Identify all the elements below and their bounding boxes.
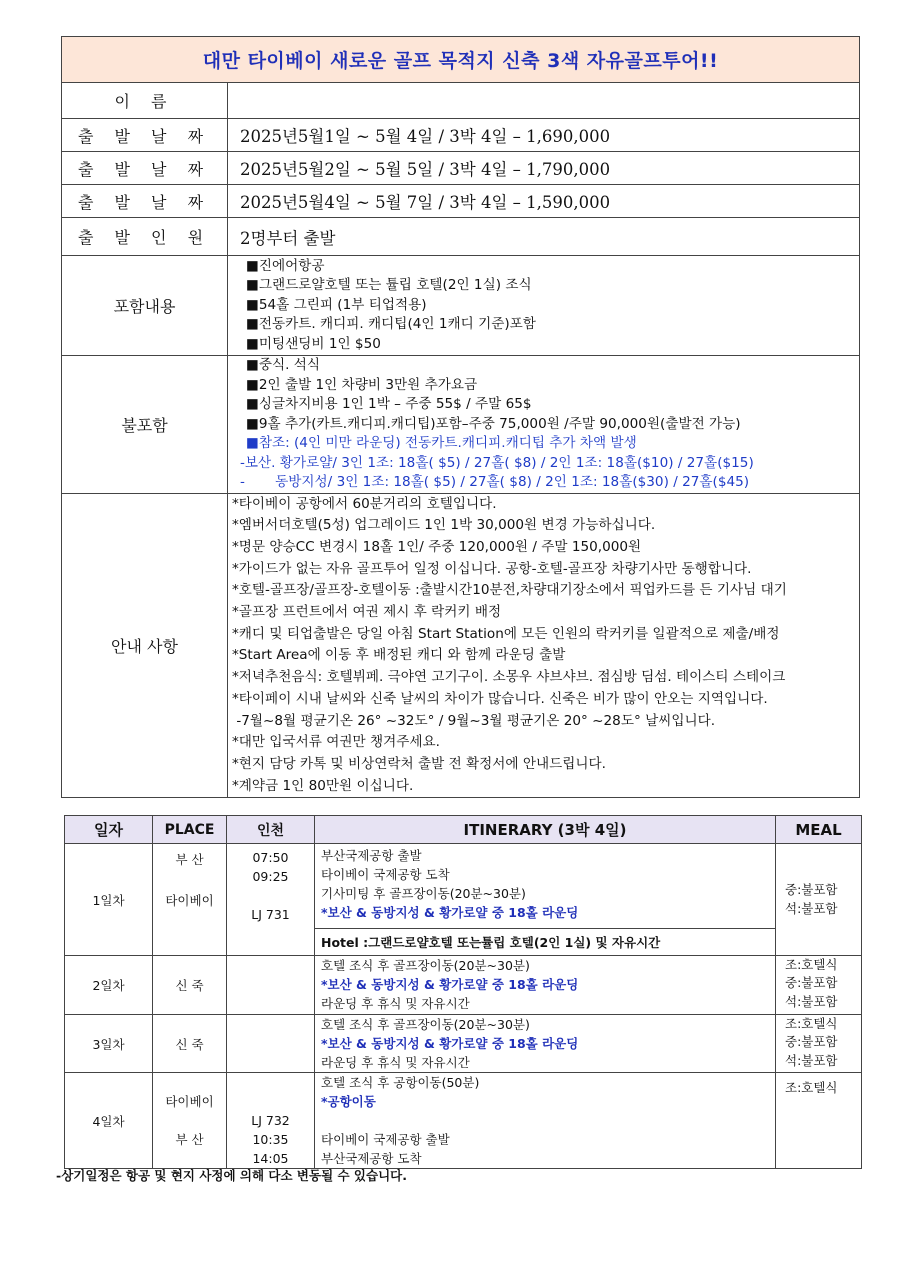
place-cell — [153, 1073, 227, 1169]
meal-cell — [776, 956, 862, 1015]
flight-time: 09:25 — [252, 869, 289, 884]
meal-item: 석:불포함 — [785, 900, 838, 916]
list-item: *캐디 및 티업출발은 당일 아침 Start Station에 모든 인원의 락커키를 일괄적으로 제출/배정 — [232, 625, 780, 642]
list-item: ■그랜드로얄호텔 또는 튤립 호텔(2인 1실) 조식 — [246, 277, 532, 294]
flight-cell — [227, 1073, 315, 1169]
list-item: *엠버서더호텔(5성) 업그레이드 1인 1박 30,000원 변경 가능하십니다. — [232, 517, 656, 534]
date-value: 2025년5월1일 ~ 5월 4일 / 3박 4일 – 1,690,000 — [228, 119, 860, 152]
itinerary-cell — [315, 844, 776, 929]
flight-number: LJ 731 — [251, 907, 290, 922]
date-label: 출 발 날 짜 — [62, 152, 228, 185]
list-item: ■진에어항공 — [246, 257, 325, 274]
list-item: ■2인 출발 1인 차량비 3만원 추가요금 — [246, 376, 478, 393]
meal-item: 조:호텔식 — [785, 1080, 838, 1095]
itinerary-line: 기사미팅 후 골프장이동(20분~30분) — [321, 886, 526, 901]
place-name: 타이베이 — [165, 893, 214, 908]
footnote: -상기일정은 항공 및 현지 사정에 의해 다소 변동될 수 있습니다. — [56, 1168, 407, 1183]
meal-cell — [776, 1015, 862, 1073]
flight-time: 14:05 — [252, 1151, 289, 1166]
place-name: 부 산 — [175, 852, 204, 867]
day-row — [65, 1015, 862, 1073]
day-row — [65, 1073, 862, 1169]
header-meal: MEAL — [776, 816, 862, 844]
meal-item: 석:불포함 — [785, 1052, 838, 1068]
place-name: 타이베이 — [165, 1094, 214, 1109]
itinerary-line: 호텔 조식 후 골프장이동(20분~30분) — [321, 1017, 530, 1032]
day-label: 4일차 — [65, 1073, 153, 1169]
itinerary-cell — [315, 1015, 776, 1073]
itinerary-highlight: *보산 & 동방지성 & 황가로얄 중 18홀 라운딩 — [321, 977, 579, 992]
list-item: *명문 양승CC 변경시 18홀 1인/ 주중 120,000원 / 주말 150,000원 — [232, 538, 642, 555]
flight-cell — [227, 956, 315, 1015]
list-item: *타이베이 공항에서 60분거리의 호텔입니다. — [232, 495, 497, 512]
list-item: -7월~8월 평균기온 26° ~32도° / 9월~3월 평균기온 20° ~28도° 날씨입니다. — [232, 712, 716, 729]
list-item: *현지 담당 카톡 및 비상연락처 출발 전 확정서에 안내드립니다. — [232, 755, 606, 772]
flight-cell — [227, 844, 315, 956]
list-item: *계약금 1인 80만원 이십니다. — [232, 777, 414, 794]
tour-title: 대만 타이베이 새로운 골프 목적지 신축 3색 자유골프투어!! — [62, 37, 860, 83]
itinerary-line: 부산국제공항 출발 — [321, 848, 422, 863]
people-value: 2명부터 출발 — [228, 218, 860, 256]
place-name: 부 산 — [175, 1132, 204, 1147]
day-label: 3일차 — [65, 1015, 153, 1073]
itinerary-highlight: *보산 & 동방지성 & 황가로얄 중 18홀 라운딩 — [321, 905, 579, 920]
itinerary-table — [64, 815, 862, 1169]
meal-item: 중:불포함 — [785, 975, 838, 991]
list-item: *골프장 프런트에서 여권 제시 후 락커키 배정 — [232, 604, 502, 621]
place-cell — [153, 844, 227, 956]
meal-item: 조:호텔식 — [785, 957, 838, 972]
itinerary-cell — [315, 956, 776, 1015]
list-item: *Start Area에 이동 후 배정된 캐디 와 함께 라운딩 출발 — [232, 647, 566, 664]
note-item: ■참조: (4인 미만 라운딩) 전동카트.캐디피.캐디팁 추가 차액 발생 — [246, 435, 637, 451]
hotel-cell — [315, 929, 776, 956]
list-item: *호텔-골프장/골프장-호텔이동 :출발시간10분전,차량대기장소에서 픽업카드를 든 기사님 대기 — [232, 582, 787, 599]
itinerary-line: 부산국제공항 도착 — [321, 1151, 422, 1166]
header-itinerary: ITINERARY (3박 4일) — [315, 816, 776, 844]
itinerary-header-row — [65, 816, 862, 844]
people-label: 출 발 인 원 — [62, 218, 228, 256]
meal-cell — [776, 844, 862, 956]
list-item: ■전동카트. 캐디피. 캐디팁(4인 1캐디 기준)포함 — [246, 316, 536, 333]
itinerary-line: 라운딩 후 휴식 및 자유시간 — [321, 996, 470, 1011]
list-item: ■미팅샌딩비 1인 $50 — [246, 335, 381, 352]
guide-label: 안내 사항 — [62, 493, 228, 798]
itinerary-cell — [315, 1073, 776, 1169]
list-item: ■54홀 그린피 (1부 티업적용) — [246, 296, 427, 313]
date-label: 출 발 날 짜 — [62, 119, 228, 152]
flight-number: LJ 732 — [251, 1113, 290, 1128]
list-item: *저녁추천음식: 호텔뷔페. 극야연 고기구이. 소몽우 샤브샤브. 점심방 딤섬. 테이스티 스테이크 — [232, 669, 786, 686]
tour-info-table — [61, 36, 860, 798]
itinerary-line: 호텔 조식 후 골프장이동(20분~30분) — [321, 958, 530, 973]
list-item: *가이드가 없는 자유 골프투어 일정 이십니다. 공항-호텔-골프장 차량기사만 동행합니다. — [232, 560, 752, 577]
included-label: 포함내용 — [62, 256, 228, 356]
name-value — [228, 83, 860, 119]
flight-time: 10:35 — [252, 1132, 289, 1147]
list-item: *대만 입국서류 여권만 챙겨주세요. — [232, 734, 440, 751]
place-name: 신 죽 — [153, 1015, 227, 1073]
meal-item: 중:불포함 — [785, 1034, 838, 1050]
day-row — [65, 844, 862, 929]
itinerary-highlight: *보산 & 동방지성 & 황가로얄 중 18홀 라운딩 — [321, 1036, 579, 1051]
place-name: 신 죽 — [153, 956, 227, 1015]
included-list — [228, 256, 860, 356]
hotel-line: Hotel :그랜드로얄호텔 또는튤립 호텔(2인 1실) 및 자유시간 — [321, 934, 661, 950]
itinerary-highlight: *공항이동 — [321, 1094, 376, 1109]
meal-item: 석:불포함 — [785, 993, 838, 1009]
itinerary-line: 타이베이 국제공항 출발 — [321, 1132, 450, 1147]
excluded-list — [228, 356, 860, 494]
meal-cell — [776, 1073, 862, 1169]
note-item: - 동방지성/ 3인 1조: 18홀( $5) / 27홀( $8) / 2인 1조: 18홀($30) / 27홀($45) — [240, 474, 750, 490]
itinerary-line: 호텔 조식 후 공항이동(50분) — [321, 1075, 480, 1090]
itinerary-line: 라운딩 후 휴식 및 자유시간 — [321, 1055, 470, 1070]
date-label: 출 발 날 짜 — [62, 185, 228, 218]
header-day: 일자 — [65, 816, 153, 844]
list-item: ■9홀 추가(카트.캐디피.캐디팁)포함–주중 75,000원 /주말 90,000원(출발전 가능) — [246, 415, 741, 432]
list-item: ■싱글차지비용 1인 1박 – 주중 55$ / 주말 65$ — [246, 396, 532, 412]
header-flight: 인천 — [227, 816, 315, 844]
list-item: ■중식. 석식 — [246, 357, 321, 373]
date-value: 2025년5월4일 ~ 5월 7일 / 3박 4일 – 1,590,000 — [228, 185, 860, 218]
header-place: PLACE — [153, 816, 227, 844]
excluded-label: 불포함 — [62, 356, 228, 494]
meal-item: 조:호텔식 — [785, 1016, 838, 1031]
guide-list — [228, 493, 860, 798]
date-value: 2025년5월2일 ~ 5월 5일 / 3박 4일 – 1,790,000 — [228, 152, 860, 185]
flight-spacer — [227, 886, 314, 905]
note-item: -보산. 황가로얄/ 3인 1조: 18홀( $5) / 27홀( $8) / 2인 1조: 18홀($10) / 27홀($15) — [240, 454, 754, 471]
meal-item: 중:불포함 — [785, 882, 838, 898]
name-label: 이 름 — [62, 83, 228, 119]
flight-cell — [227, 1015, 315, 1073]
day-label: 2일차 — [65, 956, 153, 1015]
list-item: *타이페이 시내 날씨와 신죽 날씨의 차이가 많습니다. 신죽은 비가 많이 안오는 지역입니다. — [232, 690, 768, 707]
day-row — [65, 956, 862, 1015]
day-label: 1일차 — [65, 844, 153, 956]
flight-time: 07:50 — [252, 850, 289, 865]
itinerary-line: 타이베이 국제공항 도착 — [321, 867, 450, 882]
